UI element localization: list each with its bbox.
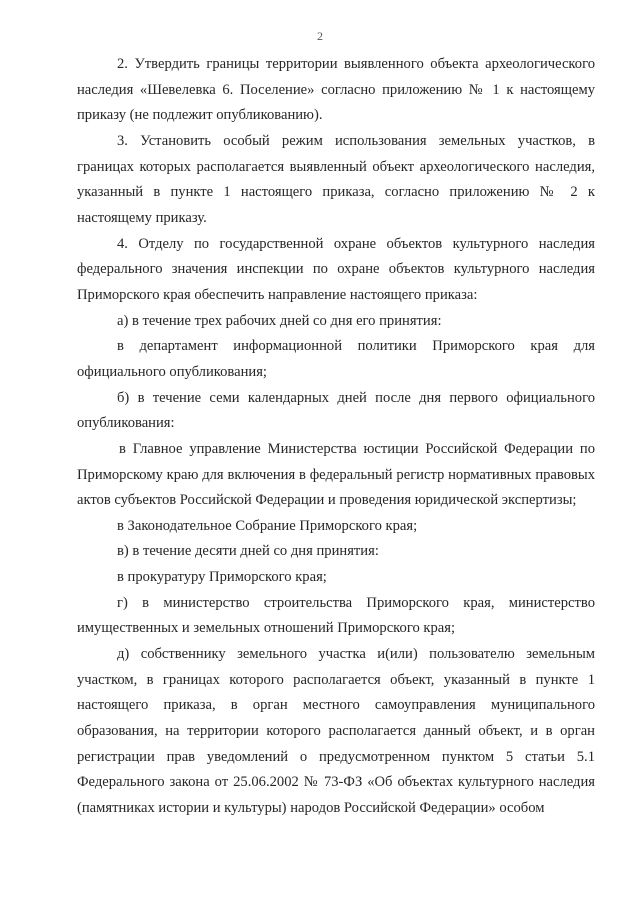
paragraph-item-3: 3. Установить особый режим использования земельных участков, в границах которых располагается выявленный объект археологического наследия, указанный в пункте 1 настоящего приказа, согласно приложению № 2 к настоящему приказу. [77,132,595,226]
recipient-prosecutor: в прокуратуру Приморского края; [117,569,327,586]
subparagraph-v: в) в течение десяти дней со дня принятия: [117,543,379,560]
subparagraph-a: а) в течение трех рабочих дней со дня его принятия: [117,312,442,329]
paragraph-item-4: 4. Отделу по государственной охране объектов культурного наследия федерального значения инспекции по охране объектов культурного наследия Приморского края обеспечить направление настоящего приказа: [77,235,595,303]
subparagraph-g: г) в министерство строительства Приморского края, министерство имущественных и земельных отношений Приморского края; [77,594,595,637]
subparagraph-d: д) собственнику земельного участка и(или) пользователю земельным участком, в границах которого располагается объект, указанный в пункте 1 настоящего приказа, в орган местного самоуправления муниципального образования, на территории которого располагается данный объект, и в орган регистрации прав уведомлений о предусмотренном пунктом 5 статьи 5.1 Федерального закона от 25.06.2002 № 73-ФЗ «Об объектах культурного наследия (памятниках истории и культуры) народов Российской Федерации» особом [77,646,595,817]
subparagraph-b: б) в течение семи календарных дней после дня первого официального опубликования: [77,389,595,432]
page-number: 2 [317,29,323,43]
recipient-press-department: в департамент информационной политики Приморского края для официального опубликования; [77,338,595,380]
recipient-legislative-assembly: в Законодательное Собрание Приморского края; [117,517,418,534]
document-body [77,52,595,822]
paragraph-item-2: 2. Утвердить границы территории выявленного объекта археологического наследия «Шевелевка 6. Поселение» согласно приложению № 1 к настоящему приказу (не подлежит опубликованию). [77,56,595,124]
recipient-justice-ministry: в Главное управление Министерства юстиции Российской Федерации по Приморскому краю для включения в федеральный регистр нормативных правовых актов субъектов Российской Федерации и проведения юридической экспертизы; [77,440,595,509]
